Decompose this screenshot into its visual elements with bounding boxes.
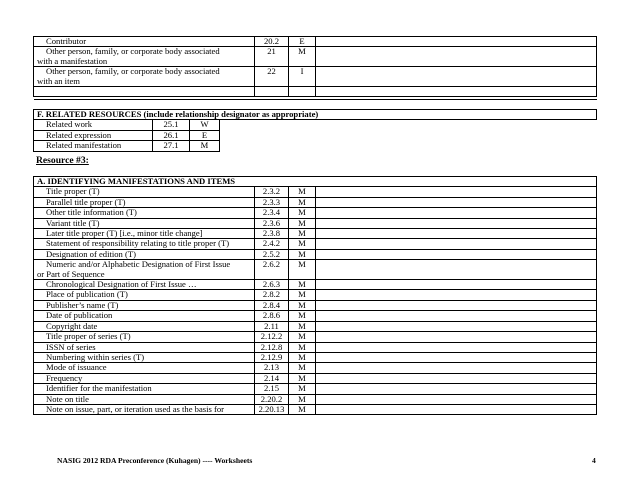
rda-instruction-number: 26.1 (153, 130, 190, 140)
entity-code: M (289, 47, 316, 67)
entity-code: M (289, 280, 316, 290)
table-row (34, 47, 597, 67)
rda-instruction-number: 2.8.4 (255, 300, 289, 310)
rda-instruction-number: 2.14 (255, 373, 289, 383)
notes-cell[interactable] (220, 130, 597, 140)
notes-cell[interactable] (316, 229, 597, 239)
row-label (34, 394, 255, 404)
row-label (34, 67, 255, 87)
row-label-continuation: with a manifestation (37, 55, 108, 66)
table-row (34, 280, 597, 290)
row-label (34, 373, 255, 383)
empty-cell[interactable] (34, 87, 255, 97)
table-row (34, 67, 597, 87)
notes-cell[interactable] (316, 373, 597, 383)
row-label (34, 47, 255, 67)
table-row (34, 373, 597, 383)
entity-code: W (190, 120, 220, 130)
notes-cell[interactable] (316, 218, 597, 228)
rda-instruction-number: 2.11 (255, 321, 289, 331)
row-label-text: Other title information (T) (46, 207, 137, 218)
entity-code: M (289, 290, 316, 300)
notes-cell[interactable] (316, 187, 597, 197)
entity-code: M (289, 239, 316, 249)
row-label-continuation: with an item (37, 75, 80, 86)
row-label-text: Contributor (46, 36, 87, 46)
row-label (34, 218, 255, 228)
row-label-text: Numbering within series (T) (46, 352, 145, 362)
table-row (34, 130, 597, 140)
table-row (34, 321, 597, 331)
notes-cell[interactable] (316, 332, 597, 342)
row-label-text: Related expression (46, 130, 112, 140)
table-row (34, 120, 597, 130)
row-label (34, 280, 255, 290)
table-row (34, 218, 597, 228)
entity-code: M (289, 311, 316, 321)
table-row (34, 141, 597, 151)
notes-cell[interactable] (220, 120, 597, 130)
row-label-text: Related manifestation (46, 140, 122, 151)
rda-instruction-number: 2.3.4 (255, 208, 289, 218)
row-label (34, 187, 255, 197)
row-label-text: Statement of responsibility relating to title proper (T) (46, 238, 230, 249)
related-resources-table (33, 99, 597, 152)
notes-cell[interactable] (316, 249, 597, 259)
row-label (34, 363, 255, 373)
entity-code: M (289, 218, 316, 228)
row-label (34, 208, 255, 218)
rda-instruction-number: 2.3.6 (255, 218, 289, 228)
table-row (34, 197, 597, 207)
entity-code: M (289, 332, 316, 342)
notes-cell[interactable] (316, 404, 597, 414)
row-label-text: Place of publication (T) (46, 289, 128, 300)
footer-title: NASIG 2012 RDA Preconference (Kuhagen) ---- Worksheets (57, 456, 253, 465)
row-label-text: Title proper of series (T) (46, 331, 131, 342)
table-row (34, 187, 597, 197)
rda-instruction-number: 2.5.2 (255, 249, 289, 259)
row-label (34, 300, 255, 310)
entity-code: E (289, 37, 316, 47)
row-label-text: Note on title (46, 394, 89, 404)
row-label-text: Other person, family, or corporate body associated (46, 46, 220, 57)
row-label-text: Title proper (T) (46, 186, 100, 197)
row-label (34, 229, 255, 239)
entity-code: M (289, 249, 316, 259)
notes-cell[interactable] (316, 352, 597, 362)
entity-code: M (289, 384, 316, 394)
notes-cell[interactable] (316, 394, 597, 404)
rda-instruction-number: 2.4.2 (255, 239, 289, 249)
rda-instruction-number: 2.8.2 (255, 290, 289, 300)
notes-cell[interactable] (316, 363, 597, 373)
notes-cell[interactable] (316, 208, 597, 218)
table-row (34, 300, 597, 310)
rda-instruction-number: 2.6.3 (255, 280, 289, 290)
row-label-text: Mode of issuance (46, 362, 107, 373)
notes-cell[interactable] (316, 384, 597, 394)
rda-instruction-number: 2.12.8 (255, 342, 289, 352)
rda-instruction-number: 27.1 (153, 141, 190, 151)
row-label-text: Other person, family, or corporate body associated (46, 66, 220, 77)
entity-code: M (289, 300, 316, 310)
entity-code: M (289, 342, 316, 352)
table-row (34, 229, 597, 239)
rda-instruction-number: 21 (255, 47, 289, 67)
entity-code: I (289, 67, 316, 87)
rda-instruction-number: 2.20.13 (255, 404, 289, 414)
table-row (34, 249, 597, 259)
notes-cell[interactable] (316, 260, 597, 280)
section-f-header-row (34, 110, 597, 120)
rda-instruction-number: 2.3.3 (255, 197, 289, 207)
entity-code: M (289, 229, 316, 239)
rda-instruction-number: 2.12.2 (255, 332, 289, 342)
notes-cell[interactable] (316, 342, 597, 352)
table-row (34, 332, 597, 342)
empty-cell[interactable] (289, 87, 316, 97)
row-label (34, 321, 255, 331)
entity-code: M (289, 197, 316, 207)
row-label-text: Related work (46, 119, 93, 130)
section-a-header-row (34, 177, 597, 187)
row-label-text: Identifier for the manifestation (46, 383, 152, 394)
entity-code: M (289, 363, 316, 373)
notes-cell[interactable] (316, 300, 597, 310)
row-label-text: Copyright date (46, 321, 98, 331)
entity-code: M (190, 141, 220, 151)
row-label-text: Numeric and/or Alphabetic Designation of First Issue (46, 259, 231, 270)
table-row (34, 260, 597, 280)
page-number: 4 (592, 456, 596, 465)
table-row (34, 311, 597, 321)
row-label-text: Date of publication (46, 310, 113, 321)
entity-code: M (289, 321, 316, 331)
rda-instruction-number: 2.8.6 (255, 311, 289, 321)
table-row (34, 394, 597, 404)
row-label (34, 260, 255, 280)
row-label-text: ISSN of series (46, 342, 96, 352)
row-label-text: Frequency (46, 373, 83, 383)
row-label (34, 249, 255, 259)
row-label (34, 332, 255, 342)
table-row (34, 239, 597, 249)
table-row (34, 363, 597, 373)
row-label (34, 141, 153, 151)
entity-code: M (289, 404, 316, 414)
row-label (34, 37, 255, 47)
empty-row (34, 87, 597, 97)
rda-instruction-number: 2.3.2 (255, 187, 289, 197)
entity-code: M (289, 260, 316, 280)
rda-instruction-number: 2.6.2 (255, 260, 289, 280)
row-label-text: Parallel title proper (T) (46, 197, 126, 207)
entity-code: M (289, 352, 316, 362)
rda-instruction-number: 20.2 (255, 37, 289, 47)
table-row (34, 342, 597, 352)
rda-instruction-number: 2.20.2 (255, 394, 289, 404)
entity-code: M (289, 208, 316, 218)
table-row (34, 37, 597, 47)
notes-cell[interactable] (316, 290, 597, 300)
rda-instruction-number: 22 (255, 67, 289, 87)
entity-code: M (289, 187, 316, 197)
table-row (34, 404, 597, 414)
section-a-header: A. IDENTIFYING MANIFESTATIONS AND ITEMS (34, 177, 597, 187)
row-label-text: Note on issue, part, or iteration used as the basis for (46, 404, 225, 414)
entity-code: M (289, 394, 316, 404)
notes-cell[interactable] (316, 321, 597, 331)
row-label-text: Chronological Designation of First Issue … (46, 279, 197, 290)
row-label-text: Variant title (T) (46, 218, 100, 228)
notes-cell[interactable] (316, 311, 597, 321)
rda-instruction-number: 2.15 (255, 384, 289, 394)
entity-code: E (190, 130, 220, 140)
rda-instruction-number: 2.3.8 (255, 229, 289, 239)
notes-cell[interactable] (316, 67, 597, 87)
row-label-text: Later title proper (T) [i.e., minor title change] (46, 228, 203, 239)
identifying-manifestations-table (33, 176, 597, 415)
row-label-text: Designation of edition (T) (46, 249, 136, 259)
row-label (34, 239, 255, 249)
rda-instruction-number: 2.12.9 (255, 352, 289, 362)
table-row (34, 352, 597, 362)
blank-row (34, 100, 597, 110)
row-label (34, 384, 255, 394)
section-f-header: F. RELATED RESOURCES (include relationship designator as appropriate) (34, 110, 597, 120)
contributor-table (33, 36, 597, 97)
notes-cell[interactable] (316, 37, 597, 47)
row-label-text: Publisher’s name (T) (46, 300, 119, 310)
empty-cell[interactable] (255, 87, 289, 97)
notes-cell[interactable] (316, 280, 597, 290)
notes-cell[interactable] (220, 141, 597, 151)
table-row (34, 208, 597, 218)
notes-cell[interactable] (316, 47, 597, 67)
rda-instruction-number: 2.13 (255, 363, 289, 373)
rda-instruction-number: 25.1 (153, 120, 190, 130)
resource-heading: Resource #3: (36, 155, 89, 166)
entity-code: M (289, 373, 316, 383)
table-row (34, 290, 597, 300)
row-label (34, 404, 255, 414)
row-label (34, 197, 255, 207)
row-label (34, 290, 255, 300)
notes-cell[interactable] (316, 239, 597, 249)
row-label (34, 311, 255, 321)
row-label (34, 130, 153, 140)
row-label (34, 120, 153, 130)
row-label (34, 352, 255, 362)
notes-cell[interactable] (316, 197, 597, 207)
row-label-continuation: or Part of Sequence (37, 268, 105, 279)
table-row (34, 384, 597, 394)
row-label (34, 342, 255, 352)
empty-cell[interactable] (316, 87, 597, 97)
